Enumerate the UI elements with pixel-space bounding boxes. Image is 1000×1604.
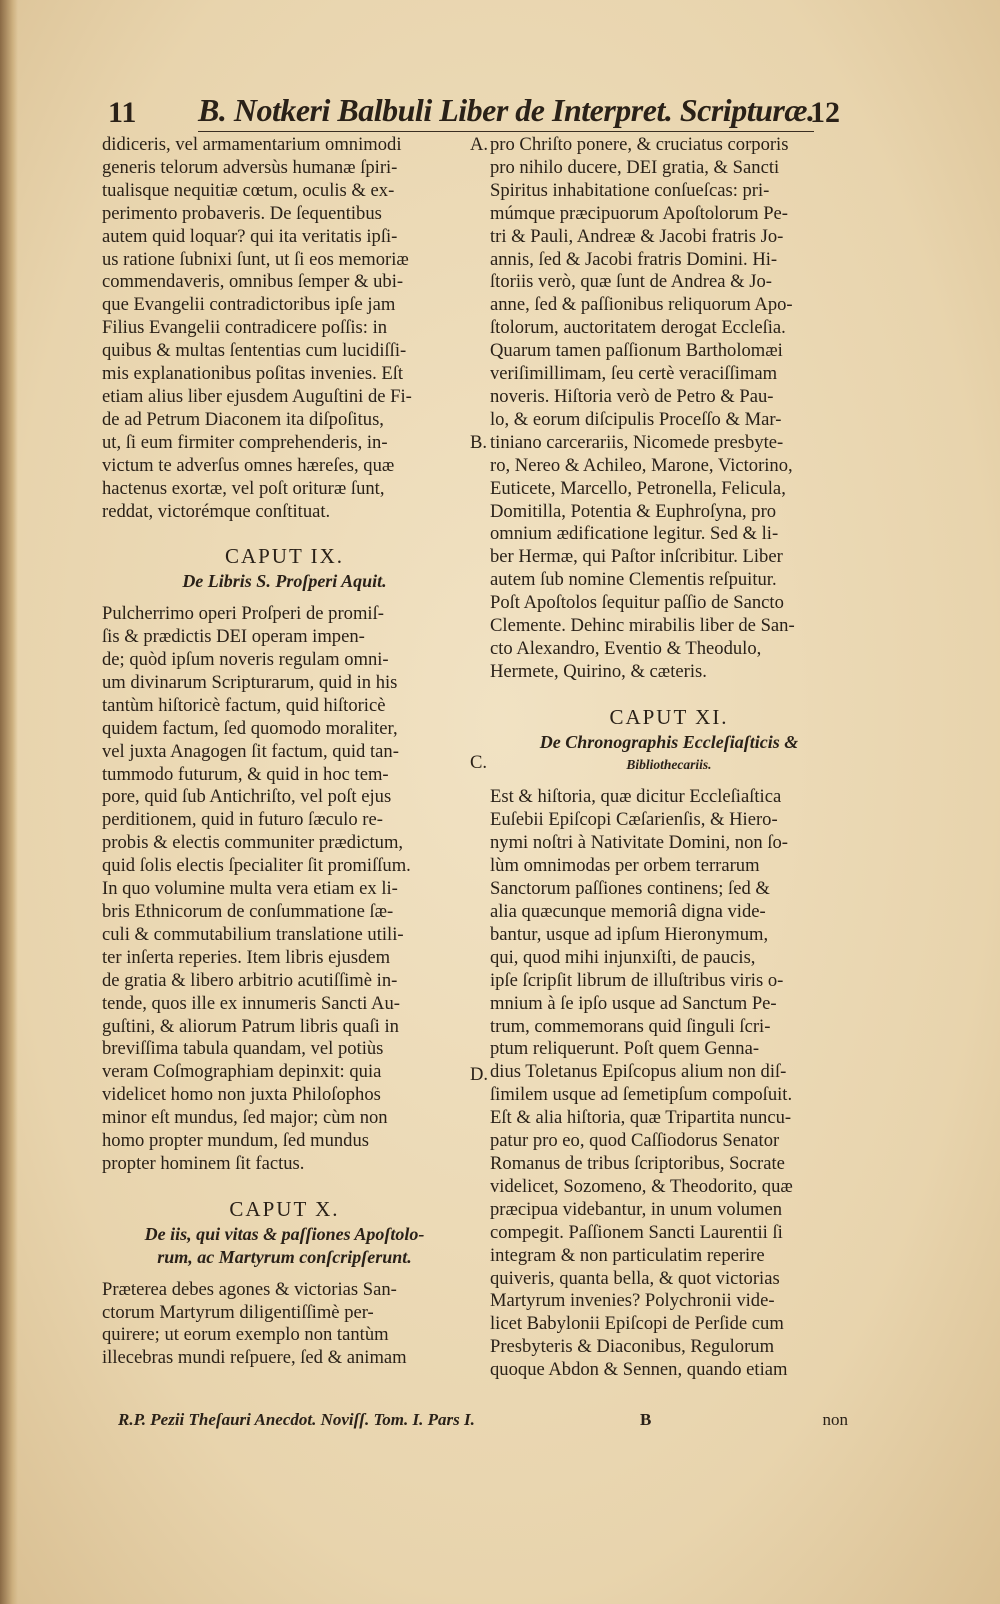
text-line: ſtolorum, auctoritatem derogat Eccleſia.: [490, 317, 786, 339]
text-line: Hermete, Quirino, & cæteris.: [490, 660, 707, 682]
text-line: ſimilem usque ad ſemetipſum compoſuit.: [490, 1084, 793, 1106]
footer-signature: R.P. Pezii Theſauri Anecdot. Noviſſ. Tom. I. Pars I.: [118, 1410, 475, 1429]
text-line: Clemente. Dehinc mirabilis liber de San-: [490, 615, 795, 637]
page-number-right: 12: [810, 96, 840, 129]
text-line: que Evangelii contradictoribus ipſe jam: [102, 294, 396, 316]
text-line: tiniano carcerariis, Nicomede presbyte-: [490, 431, 784, 453]
text-line: tantùm hiſtoricè factum, quid hiſtoricè: [102, 694, 386, 716]
text-line: ptum reliquerunt. Poſt quem Genna-: [490, 1038, 760, 1060]
text-line: qui, quod mihi injunxiſti, de paucis,: [490, 946, 756, 968]
text-line: pro nihilo ducere, DEI gratia, & Sancti: [490, 156, 780, 178]
left-column: [102, 134, 467, 1370]
left-paragraph-2: [102, 626, 467, 1176]
text-line: commendaveris, omnibus ſemper & ubi-: [102, 271, 404, 293]
text-line: autem ſub nomine Clementis reſpuitur.: [490, 569, 777, 591]
text-line: ſtoriis verò, quæ ſunt de Andrea & Jo-: [490, 271, 772, 293]
chapter-10-subtitle-2: rum, ac Martyrum conſcripſerunt.: [157, 1246, 412, 1267]
text-line: minor eſt mundus, ſed major; cùm non: [102, 1107, 388, 1129]
text-line: Euticete, Marcello, Petronella, Felicula,: [490, 477, 786, 499]
text-line: hactenus exortæ, vel poſt orituræ ſunt,: [102, 477, 385, 499]
text-line: quibus & multas ſententias cum lucidiſſi-: [102, 340, 407, 362]
text-line: patur pro eo, quod Caſſiodorus Senator: [490, 1130, 780, 1152]
running-title: B. Notkeri Balbuli Liber de Interpret. Scripturæ.: [198, 92, 814, 132]
text-line: quidem factum, ſed quomodo moraliter,: [102, 717, 398, 739]
text-line: Romanus de tribus ſcriptoribus, Socrate: [490, 1152, 785, 1174]
text-line: veram Coſmographiam depinxit: quia: [102, 1061, 382, 1083]
text-line: cto Alexandro, Eventio & Theodulo,: [490, 637, 762, 659]
text-line: breviſſima tabula quandam, vel potiùs: [102, 1038, 384, 1060]
text-line: quoque Abdon & Sennen, quando etiam: [490, 1359, 788, 1381]
text-line: pro Chriſto ponere, & cruciatus corporis: [490, 134, 789, 155]
text-line: præcipua videbantur, in unum volumen: [490, 1198, 783, 1220]
text-line: um divinarum Scripturarum, quid in his: [102, 671, 398, 693]
text-line: Euſebii Epiſcopi Cæſarienſis, & Hiero-: [490, 809, 778, 831]
text-line: perditionem, quid in futuro ſæculo re-: [102, 809, 383, 831]
text-line: Præterea debes agones & victorias San-: [102, 1278, 397, 1300]
text-line: alia quæcunque memoriâ digna vide-: [490, 901, 766, 922]
text-line: bantur, usque ad ipſum Hieronymum,: [490, 923, 769, 945]
section-marker-d: D.: [470, 1064, 489, 1085]
text-line: guſtini, & aliorum Patrum libris quaſi in: [102, 1015, 399, 1037]
text-line: ſis & prædictis DEI operam impen-: [102, 626, 365, 648]
text-line: didiceris, vel armamentarium omnimodi: [102, 134, 402, 155]
text-line: mis explanationibus poſitas invenies. Eſt: [102, 363, 404, 385]
catchword: non: [822, 1410, 848, 1429]
text-line: tualisque nequitiæ cœtum, oculis & ex-: [102, 179, 395, 201]
text-line: anne, ſed & paſſionibus reliquorum Apo-: [490, 294, 793, 316]
running-header: [108, 92, 840, 136]
text-line: perimento probaveris. De ſequentibus: [102, 202, 382, 224]
text-line: pore, quid ſub Antichriſto, vel poſt ejus: [102, 786, 392, 808]
text-line: generis telorum adversùs humanæ ſpiri-: [102, 156, 398, 178]
text-line: Presbyteris & Diaconibus, Regulorum: [490, 1336, 775, 1358]
chapter-9-subtitle: De Libris S. Proſperi Aquit.: [182, 571, 387, 592]
text-line: etiam alius liber ejusdem Auguſtini de Fi-: [102, 385, 412, 407]
text-line: homo propter mundum, ſed mundus: [102, 1130, 370, 1152]
left-paragraph-1: [102, 134, 467, 523]
text-line: ber Hermæ, qui Paſtor inſcribitur. Liber: [490, 546, 783, 568]
text-line: In quo volumine multa vera etiam ex li-: [102, 878, 398, 900]
chapter-11-subtitle-2: Bibliothecariis.: [626, 756, 712, 772]
text-line: dius Toletanus Epiſcopus alium non diſ-: [490, 1061, 787, 1083]
text-line: illecebras mundi reſpuere, ſed & animam: [102, 1347, 407, 1369]
text-line: Filius Evangelii contradicere poſſis: in: [102, 317, 388, 339]
text-line: noveris. Hiſtoria verò de Petro & Pau-: [490, 385, 774, 407]
text-line: quiveris, quanta bella, & quot victorias: [490, 1267, 780, 1289]
text-line: de; quòd ipſum noveris regulam omni-: [102, 649, 389, 671]
text-line: mnium à ſe ipſo usque ad Sanctum Pe-: [490, 992, 777, 1014]
chapter-11-subtitle-1: De Chronographis Eccleſiaſticis &: [539, 731, 799, 752]
text-line: probis & electis communiter prædictum,: [102, 832, 404, 854]
text-line: omnium ædificatione legitur. Sed & li-: [490, 523, 779, 545]
text-line: de ad Petrum Diaconem ita diſpoſitus,: [102, 408, 384, 430]
text-line: Eſt & alia hiſtoria, quæ Tripartita nuncu-: [490, 1107, 792, 1129]
text-line: ro, Nereo & Achileo, Marone, Victorino,: [490, 454, 793, 476]
text-line: bris Ethnicorum de conſummatione ſæ-: [102, 901, 394, 922]
left-paragraph-3: [102, 1279, 467, 1371]
text-line: ipſe ſcripſit librum de illuſtribus viris o-: [490, 969, 784, 991]
text-line: vel juxta Anagogen ſit factum, quid tan-: [102, 740, 399, 762]
text-line: ut, ſi eum firmiter comprehenderis, in-: [102, 431, 388, 453]
text-line: múmque præcipuorum Apoſtolorum Pe-: [490, 202, 788, 224]
text-line: tri & Pauli, Andreæ & Jacobi fratris Jo-: [490, 225, 784, 247]
right-paragraph-1: [490, 134, 848, 684]
chapter-11-first-line: Est & hiſtoria, quæ dicitur Eccleſiaſtica: [490, 786, 782, 808]
text-line: quirere; ut eorum exemplo non tantùm: [102, 1324, 389, 1346]
book-spine-shadow: [0, 0, 18, 1604]
text-line: tende, quos ille ex innumeris Sancti Au-: [102, 992, 400, 1014]
text-line: videlicet homo non juxta Philoſophos: [102, 1084, 381, 1106]
page-footer: [118, 1410, 848, 1436]
text-line: culi & commutabilium translatione utili-: [102, 923, 404, 945]
chapter-11-heading: CAPUT XI.: [609, 704, 729, 729]
text-line: ter inſerta reperies. Item libris ejusdem: [102, 946, 391, 968]
signature-letter: B: [640, 1410, 652, 1429]
text-line: Quarum tamen paſſionum Bartholomæi: [490, 340, 783, 362]
chapter-10-subtitle-1: De iis, qui vitas & paſſiones Apoſtolo-: [144, 1223, 425, 1244]
text-line: annis, ſed & Jacobi fratris Domini. Hi-: [490, 248, 778, 270]
text-line: Poſt Apoſtolos ſequitur paſſio de Sancto: [490, 592, 784, 614]
page-number-left: 11: [108, 96, 137, 129]
section-marker-c: C.: [470, 752, 488, 773]
text-line: veriſimillimam, ſeu certè veraciſſimam: [490, 363, 778, 385]
chapter-9-heading: CAPUT IX.: [224, 544, 345, 569]
text-line: nymi noſtri à Nativitate Domini, non ſo-: [490, 832, 788, 854]
right-column: [490, 134, 848, 1382]
text-line: Spiritus inhabitatione conſueſcas: pri-: [490, 179, 770, 201]
text-line: Sanctorum paſſiones continens; ſed &: [490, 878, 770, 900]
text-line: reddat, victorémque conſtituat.: [102, 500, 331, 522]
text-line: de gratia & libero arbitrio acutiſſimè in-: [102, 969, 398, 991]
right-paragraph-2: [490, 809, 848, 1382]
text-line: trum, commemorans quid ſinguli ſcri-: [490, 1015, 771, 1037]
text-line: victum te adverſus omnes hæreſes, quæ: [102, 454, 395, 476]
text-line: Domitilla, Potentia & Euphroſyna, pro: [490, 500, 777, 522]
text-line: quid ſolis electis ſpecialiter ſit promiſſum.: [102, 855, 411, 877]
text-line: integram & non particulatim reperire: [490, 1244, 765, 1266]
text-line: autem quid loquar? qui ita veritatis ipſi-: [102, 225, 398, 247]
chapter-10-heading: CAPUT X.: [229, 1196, 340, 1221]
text-line: lo, & eorum diſcipulis Proceſſo & Mar-: [490, 408, 782, 430]
text-line: licet Babylonii Epiſcopi de Perſide cum: [490, 1313, 784, 1335]
section-marker-a: A.: [470, 134, 489, 155]
text-line: compegit. Paſſionem Sancti Laurentii ſi: [490, 1221, 783, 1243]
text-line: tummodo futurum, & quid in hoc tem-: [102, 763, 389, 785]
text-line: Martyrum invenies? Polychronii vide-: [490, 1290, 775, 1312]
text-line: ctorum Martyrum diligentiſſimè per-: [102, 1301, 374, 1323]
text-line: videlicet, Sozomeno, & Theodorito, quæ: [490, 1175, 793, 1197]
section-marker-b: B.: [470, 432, 488, 453]
text-line: lùm omnimodas per orbem terrarum: [490, 855, 760, 877]
text-line: us ratione ſubnixi ſunt, ut ſi eos memoriæ: [102, 248, 409, 270]
chapter-9-first-line: Pulcherrimo operi Proſperi de promiſ-: [102, 603, 384, 625]
text-line: propter hominem ſit factus.: [102, 1152, 305, 1174]
